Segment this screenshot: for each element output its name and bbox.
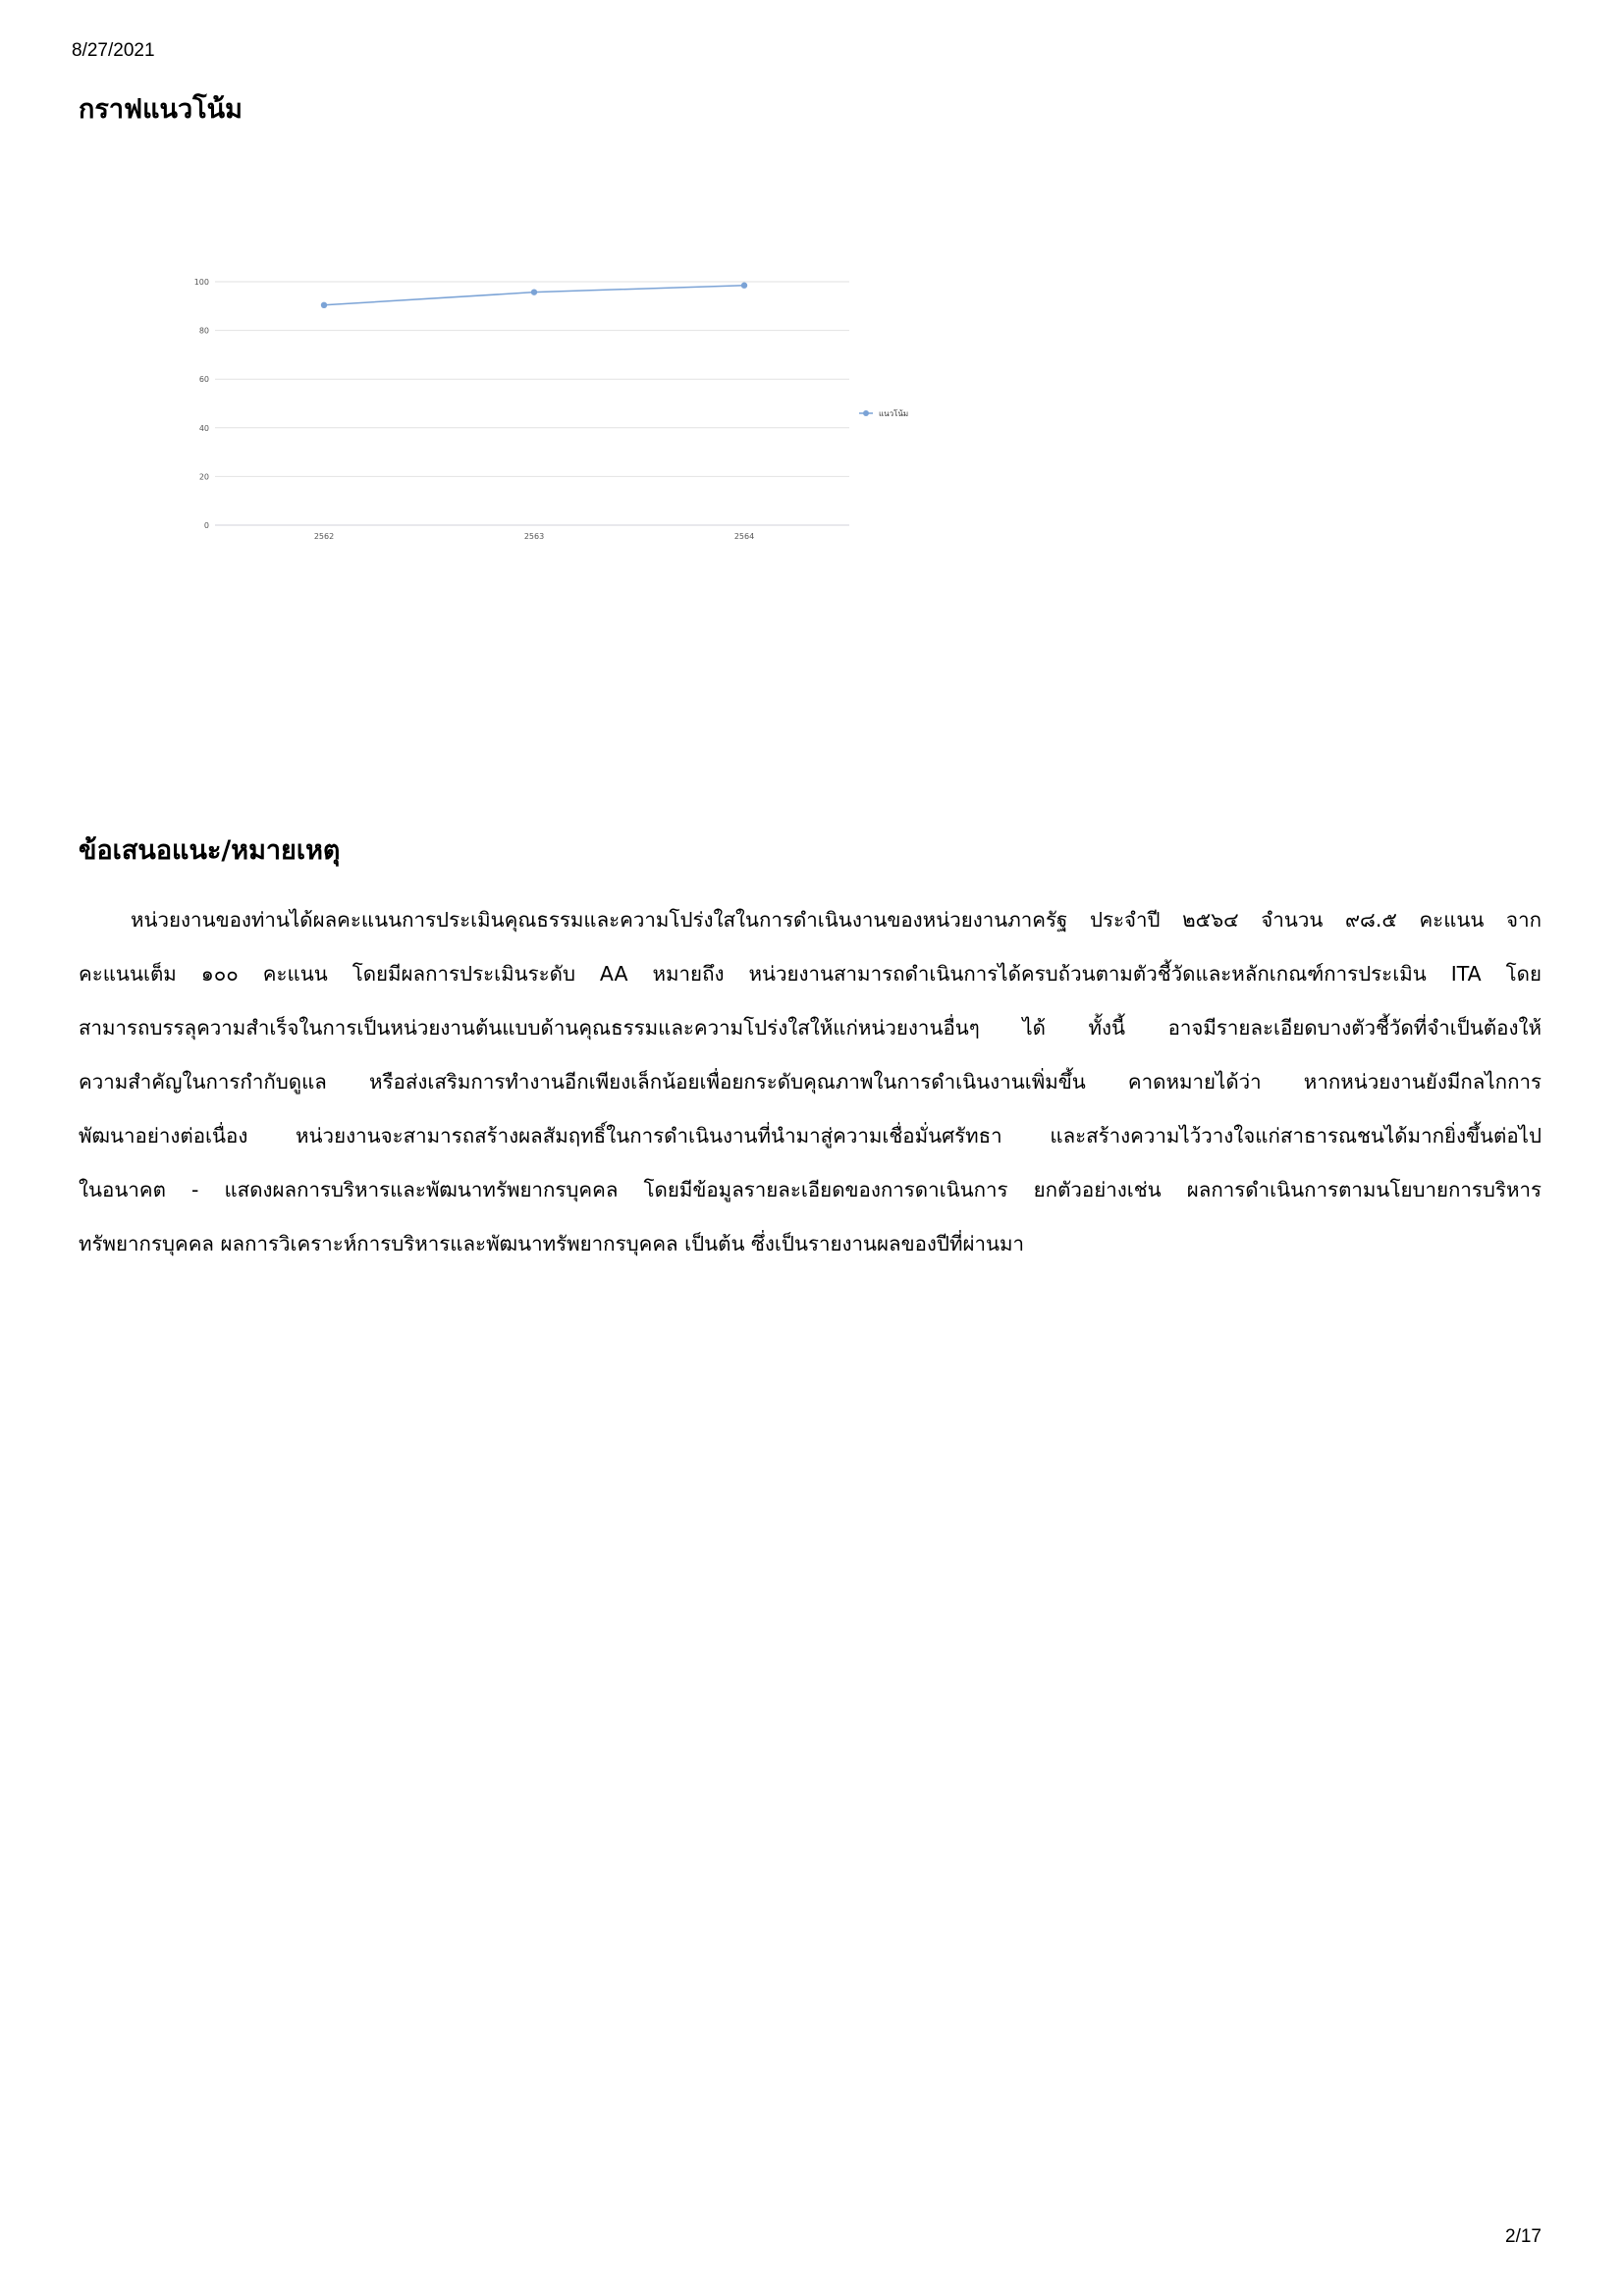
chart-gridlines	[215, 282, 849, 525]
page-number: 2/17	[1505, 2226, 1542, 2247]
legend-label: แนวโน้ม	[879, 409, 909, 418]
notes-line: ทรัพยากรบุคคล ผลการวิเคราะห์การบริหารและพัฒนาทรัพยากรบุคคล เป็นต้น ซึ่งเป็นรายงานผลของปีที่ผ่านมา	[79, 1232, 1025, 1255]
notes-line: พัฒนาอย่างต่อเนื่อง หน่วยงานจะสามารถสร้างผลสัมฤทธิ์ในการดำเนินงานที่นำมาสู่ความเชื่อมั่นศรัทธา และสร้างความไว้วางใจแก่สาธารณชนได้มากยิ่งขึ้นต่อไป	[79, 1124, 1542, 1148]
chart-y-tick-labels	[194, 278, 209, 530]
chart-x-tick-label: 2562	[313, 532, 335, 541]
chart-legend	[859, 408, 908, 418]
print-date: 8/27/2021	[72, 40, 155, 61]
chart-y-tick-label: 80	[198, 326, 209, 336]
trend-chart-svg	[167, 250, 952, 564]
chart-y-tick-label: 20	[198, 472, 209, 482]
chart-x-tick-label: 2563	[523, 532, 545, 541]
chart-y-tick-label: 60	[198, 375, 209, 385]
chart-y-tick-label: 40	[198, 423, 209, 433]
chart-data-point	[321, 302, 327, 308]
notes-line: สามารถบรรลุความสำเร็จในการเป็นหน่วยงานต้นแบบด้านคุณธรรมและความโปร่งใสให้แก่หน่วยงานอื่นๆ ได้ ทั้งนี้ อาจมีรายละเอียดบางตัวชี้วัดที่จำเป็นต้องให้	[79, 1016, 1542, 1040]
legend-marker-icon	[863, 410, 869, 416]
chart-section-title: กราฟแนวโน้ม	[79, 94, 243, 125]
chart-x-tick-label: 2564	[733, 532, 755, 541]
notes-line: ความสำคัญในการกำกับดูแล หรือส่งเสริมการทำงานอีกเพียงเล็กน้อยเพื่อยกระดับคุณภาพในการดำเนินงานเพิ่มขึ้น คาดหมายได้ว่า หากหน่วยงานยังมีกลไกการ	[79, 1070, 1542, 1094]
notes-line: หน่วยงานของท่านได้ผลคะแนนการประเมินคุณธรรมและความโปร่งใสในการดำเนินงานของหน่วยงานภาครัฐ ประจำปี ๒๕๖๔ จำนวน ๙๘.๕ คะแนน จาก	[131, 908, 1542, 932]
notes-section-title: ข้อเสนอแนะ/หมายเหตุ	[79, 835, 341, 866]
chart-x-tick-labels	[314, 532, 754, 541]
notes-line: คะแนนเต็ม ๑๐๐ คะแนน โดยมีผลการประเมินระดับ AA หมายถึง หน่วยงานสามารถดำเนินการได้ครบถ้วนตามตัวชี้วัดและหลักเกณฑ์การประเมิน ITA โดย	[79, 962, 1542, 986]
chart-y-tick-label: 100	[193, 278, 209, 287]
chart-data-point	[531, 289, 537, 294]
notes-line: ในอนาคต - แสดงผลการบริหารและพัฒนาทรัพยากรบุคคล โดยมีข้อมูลรายละเอียดของการดาเนินการ ยกตัวอย่างเช่น ผลการดำเนินการตามนโยบายการบริหาร	[79, 1178, 1542, 1201]
chart-y-tick-label: 0	[203, 521, 209, 530]
chart-data-point	[741, 283, 747, 289]
notes-paragraph	[79, 893, 1542, 1271]
trend-chart	[167, 250, 952, 564]
chart-series	[321, 283, 747, 308]
